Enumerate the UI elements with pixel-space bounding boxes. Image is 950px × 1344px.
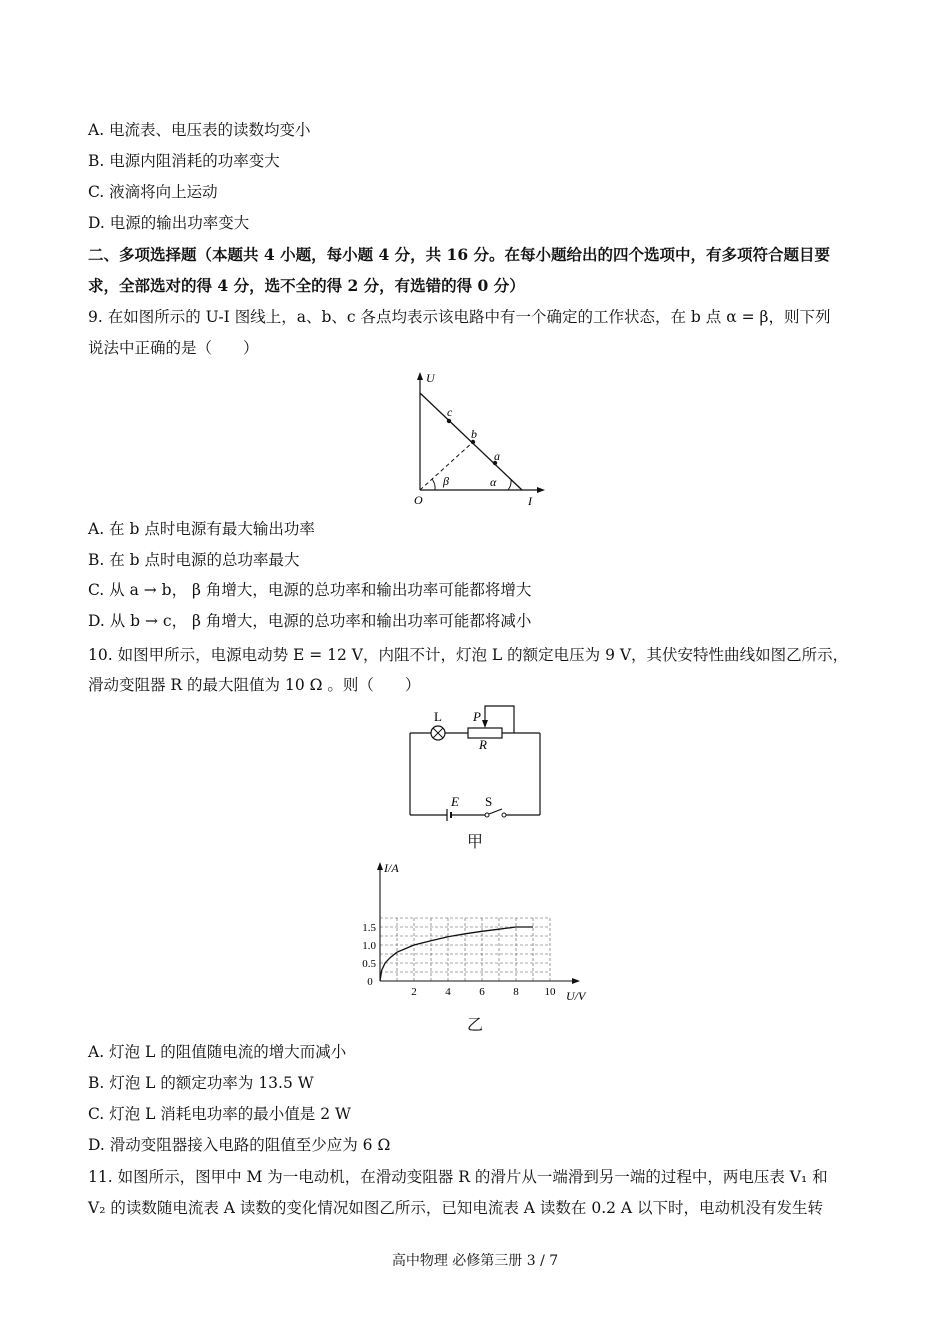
q11-stem-line2: V₂ 的读数随电流表 A 读数的变化情况如图乙所示，已知电流表 A 读数在 0.2 A 以下时，电动机没有发生转 [88,1199,824,1217]
x-tick-label: 4 [445,986,451,998]
alpha-arc [508,480,511,490]
page-footer: 高中物理 必修第三册 3 / 7 [391,1253,559,1269]
y-tick-label: 1.5 [362,922,376,934]
c-label: c [447,405,453,419]
alpha-label: α [490,475,497,489]
y-tick-label: 0.5 [362,958,376,970]
x-axis-label: U/V [566,989,586,1003]
q10-option-b: B. 灯泡 L 的额定功率为 13.5 W [88,1074,314,1092]
u-label: U [426,371,435,385]
q10-circuit-diagram [400,700,550,825]
label-r: R [479,737,487,752]
q10-stem-line2: 滑动变阻器 R 的最大阻值为 10 Ω 。则（ ） [88,676,421,694]
slider-arrow [482,720,488,728]
q9-option-d: D. 从 b → c， β 角增大，电源的总功率和输出功率可能都将减小 [88,612,532,630]
q9-ui-graph [405,366,555,508]
switch-blade [489,809,502,814]
q10-option-c: C. 灯泡 L 消耗电功率的最小值是 2 W [88,1105,351,1123]
label-p: P [473,709,481,724]
caption-yi: 乙 [467,1015,484,1034]
o-label: O [414,493,423,507]
q9-stem-line1: 9. 在如图所示的 U-I 图线上，a、b、c 各点均表示该电路中有一个确定的工作状态，在 b 点 α = β，则下列 [88,308,831,326]
y-axis-label: I/A [384,861,399,875]
label-s: S [485,794,493,809]
b-label: b [471,427,477,441]
label-l: L [434,709,442,724]
x-tick-label: 2 [411,986,417,998]
section-title-line1: 二、多项选择题（本题共 4 小题，每小题 4 分，共 16 分。在每小题给出的四个选项中，有多项符合题目要 [88,245,831,264]
x-tick-label: 10 [544,986,556,998]
section-title-line2: 求，全部选对的得 4 分，选不全的得 2 分，有选错的得 0 分） [88,276,525,295]
i-arrow [537,487,545,493]
iv-curve-chart [350,852,600,1007]
q9-option-a: A. 在 b 点时电源有最大输出功率 [88,520,315,538]
q8-option-b: B. 电源内阻消耗的功率变大 [88,152,280,170]
q9-option-c: C. 从 a → b， β 角增大，电源的总功率和输出功率可能都将增大 [88,581,532,599]
q8-option-c: C. 液滴将向上运动 [88,183,218,201]
i-label: I [528,494,532,508]
q10-option-d: D. 滑动变阻器接入电路的阻值至少应为 6 Ω [88,1136,391,1154]
q11-stem-line1: 11. 如图所示，图甲中 M 为一电动机，在滑动变阻器 R 的滑片从一端滑到另一端的过程中，两电压表 V₁ 和 [88,1168,828,1186]
q8-option-d: D. 电源的输出功率变大 [88,214,250,232]
u-arrow [417,372,423,380]
q9-stem-line2: 说法中正确的是（ ） [88,339,259,357]
label-e: E [451,794,459,809]
q10-option-a: A. 灯泡 L 的阻值随电流的增大而减小 [88,1043,347,1061]
q8-option-a: A. 电流表、电压表的读数均变小 [88,121,311,139]
point-c [447,419,451,423]
x-tick-label: 8 [513,986,519,998]
x-tick-label: 0 [367,976,373,988]
q9-option-b: B. 在 b 点时电源的总功率最大 [88,551,300,569]
a-label: a [494,449,500,463]
x-tick-label: 6 [479,986,485,998]
q10-stem-line1: 10. 如图甲所示，电源电动势 E = 12 V，内阻不计，灯泡 L 的额定电压为 9 V，其伏安特性曲线如图乙所示， [88,646,849,664]
caption-jia: 甲 [467,832,484,851]
beta-label: β [443,474,449,488]
beta-arc [432,479,435,490]
y-tick-label: 1.0 [362,940,376,952]
